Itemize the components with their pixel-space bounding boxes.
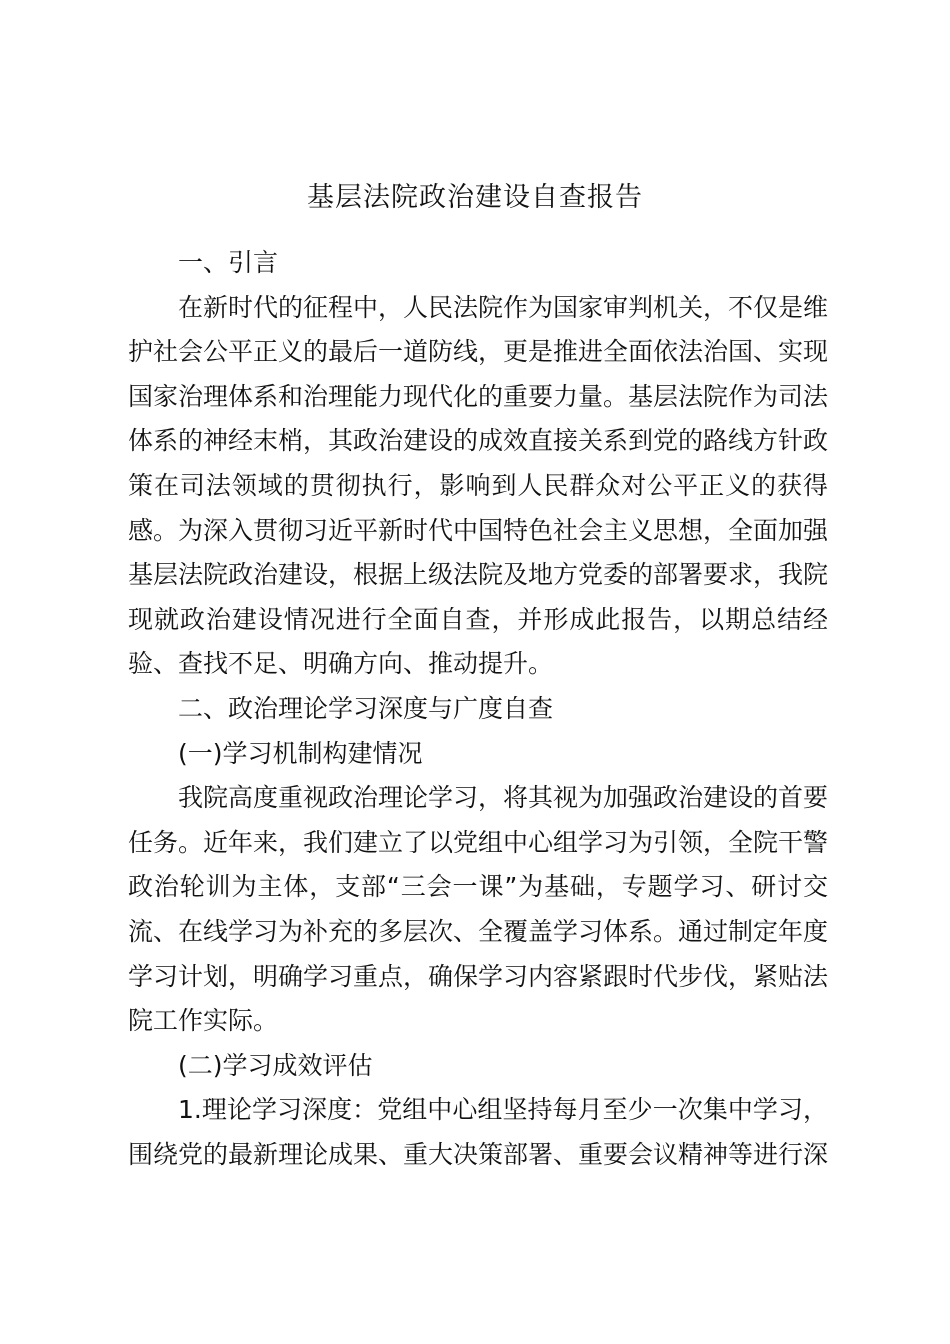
section-heading-introduction: 一、引言	[178, 248, 279, 277]
subsection-heading-study-evaluation: (二)学习成效评估	[178, 1050, 373, 1080]
study-mechanism-paragraph: 我院高度重视政治理论学习，将其视为加强政治建设的首要任务。近年来，我们建立了以党组中心组学习为引领，全院干警政治轮训为主体，支部“三会一课”为基础，专题学习、研讨交流、在线学习为补充的多层次、全覆盖学习体系。通过制定年度学习计划，明确学习重点，确保学习内容紧跟时代步伐，紧贴法院工作实际。	[128, 783, 829, 1036]
document-title: 基层法院政治建设自查报告	[307, 182, 643, 213]
document-body	[128, 241, 828, 1177]
theory-depth-paragraph: 1.理论学习深度：党组中心组坚持每月至少一次集中学习，围绕党的最新理论成果、重大决策部署、重要会议精神等进行深	[128, 1095, 829, 1169]
introduction-paragraph: 在新时代的征程中，人民法院作为国家审判机关，不仅是维护社会公平正义的最后一道防线，更是推进全面依法治国、实现国家治理体系和治理能力现代化的重要力量。基层法院作为司法体系的神经末梢，其政治建设的成效直接关系到党的路线方针政策在司法领域的贯彻执行，影响到人民群众对公平正义的获得感。为深入贯彻习近平新时代中国特色社会主义思想，全面加强基层法院政治建设，根据上级法院及地方党委的部署要求，我院现就政治建设情况进行全面自查，并形成此报告，以期总结经验、查找不足、明确方向、推动提升。	[128, 292, 829, 679]
subsection-heading-study-mechanism: (一)学习机制构建情况	[178, 738, 423, 768]
section-heading-theory-study: 二、政治理论学习深度与广度自查	[178, 693, 554, 723]
